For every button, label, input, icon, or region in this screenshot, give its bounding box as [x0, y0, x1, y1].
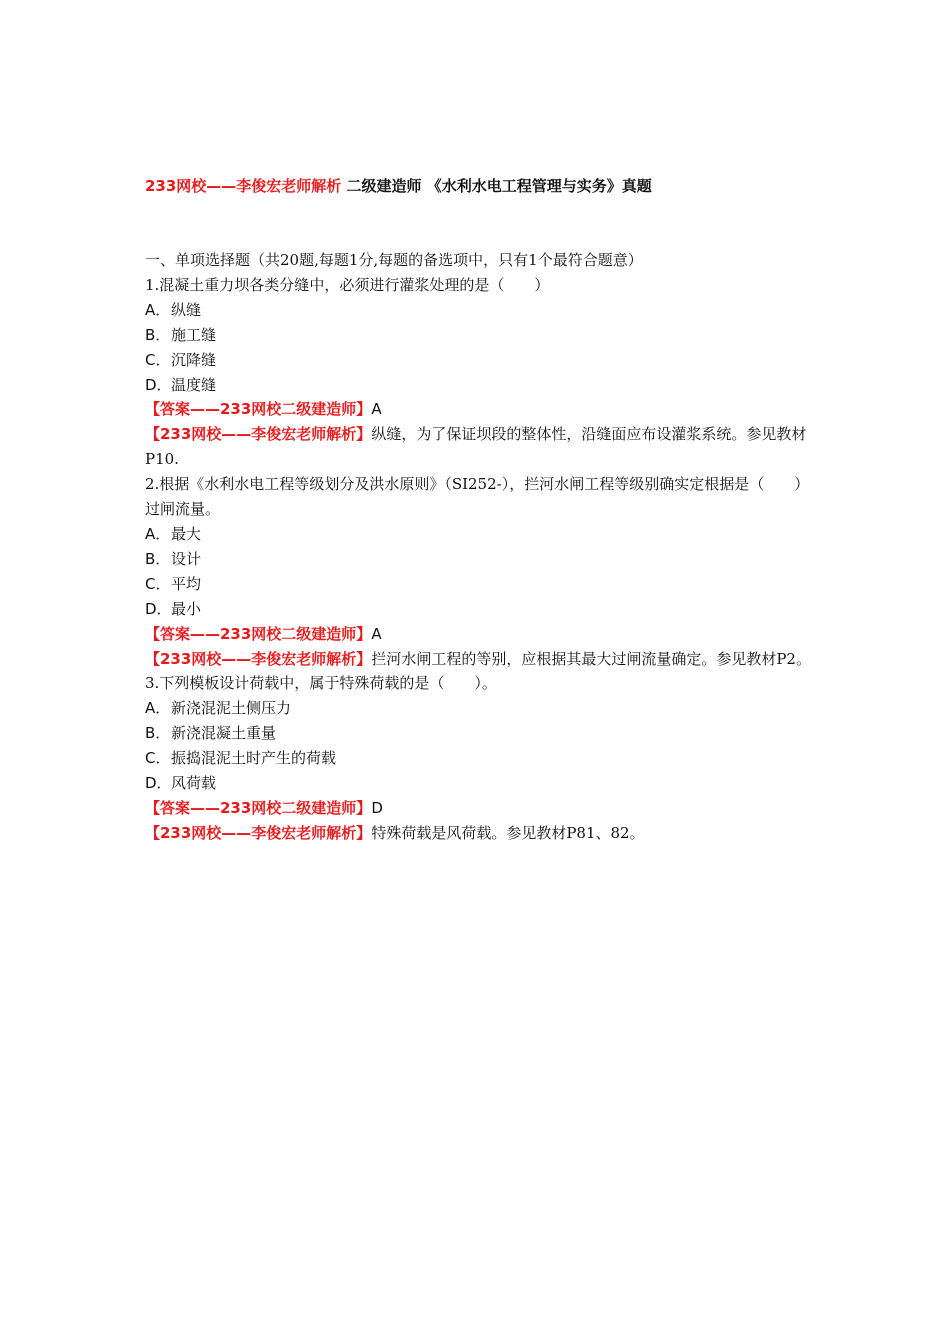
- option-c: [145, 572, 815, 597]
- option-b: [145, 323, 815, 348]
- option-letter: C．: [145, 350, 171, 369]
- analysis-text: 特殊荷载是风荷载。参见教材P81、82。: [371, 823, 645, 842]
- option-letter: D．: [145, 375, 172, 394]
- title-brand: 233网校——李俊宏老师解析: [145, 177, 342, 195]
- option-text: 施工缝: [171, 325, 217, 344]
- analysis-text: 拦河水闸工程的等别，应根据其最大过闸流量确定。参见教材P2。: [371, 649, 811, 668]
- option-letter: A．: [145, 524, 171, 543]
- option-b: [145, 547, 815, 572]
- option-text: 设计: [171, 549, 202, 568]
- option-letter: D．: [145, 599, 172, 618]
- answer-label: 【答案——233网校二级建造师】: [145, 400, 372, 419]
- option-a: [145, 522, 815, 547]
- option-text: 沉降缝: [171, 350, 217, 369]
- document-body: [145, 248, 815, 846]
- option-text: 振捣混泥土时产生的荷载: [171, 749, 337, 768]
- option-d: [145, 373, 815, 398]
- answer-value: A: [371, 624, 382, 643]
- option-text: 最小: [171, 599, 202, 618]
- option-text: 纵缝: [171, 300, 202, 319]
- option-a: [145, 298, 815, 323]
- analysis-line: [145, 422, 815, 472]
- answer-line: [145, 796, 815, 821]
- question-stem: 1.混凝土重力坝各类分缝中，必须进行灌浆处理的是（ ）: [145, 275, 550, 294]
- option-text: 新浇混泥土侧压力: [171, 699, 292, 718]
- option-text: 风荷载: [171, 774, 217, 793]
- option-letter: B．: [145, 549, 171, 568]
- option-d: [145, 597, 815, 622]
- option-text: 最大: [171, 524, 202, 543]
- option-text: 新浇混凝土重量: [171, 724, 277, 743]
- analysis-line: [145, 821, 815, 846]
- option-d: [145, 771, 815, 796]
- option-letter: A．: [145, 300, 171, 319]
- page-title: [145, 175, 845, 197]
- question-1: [145, 273, 815, 472]
- option-letter: C．: [145, 574, 171, 593]
- title-text: 二级建造师 《水利水电工程管理与实务》真题: [341, 177, 652, 195]
- option-letter: C．: [145, 749, 171, 768]
- option-letter: D．: [145, 774, 172, 793]
- answer-value: D: [371, 798, 383, 817]
- analysis-label: 【233网校——李俊宏老师解析】: [145, 425, 372, 444]
- question-stem: 3.下列模板设计荷载中，属于特殊荷载的是（ ）。: [145, 674, 497, 693]
- option-a: [145, 696, 815, 721]
- option-c: [145, 746, 815, 771]
- analysis-label: 【233网校——李俊宏老师解析】: [145, 649, 372, 668]
- answer-label: 【答案——233网校二级建造师】: [145, 798, 372, 817]
- analysis-line: [145, 647, 815, 672]
- answer-value: A: [371, 400, 382, 419]
- question-stem: 2.根据《水利水电工程等级划分及洪水原则》（SI252-），拦河水闸工程等级别确实定根据是（ ）过闸流量。: [145, 475, 810, 519]
- answer-line: [145, 622, 815, 647]
- section-heading: 一、单项选择题（共20题,每题1分,每题的备选项中，只有1个最符合题意）: [145, 251, 643, 269]
- option-c: [145, 348, 815, 373]
- option-text: 温度缝: [171, 375, 217, 394]
- option-letter: B．: [145, 325, 171, 344]
- answer-label: 【答案——233网校二级建造师】: [145, 624, 372, 643]
- answer-line: [145, 397, 815, 422]
- analysis-label: 【233网校——李俊宏老师解析】: [145, 823, 372, 842]
- option-letter: B．: [145, 724, 171, 743]
- option-b: [145, 721, 815, 746]
- option-letter: A．: [145, 699, 171, 718]
- option-text: 平均: [171, 574, 202, 593]
- analysis-text: 纵缝，为了保证坝段的整体性，沿缝面应布设灌浆系统。参见教材P10.: [145, 425, 807, 469]
- question-3: [145, 671, 815, 845]
- question-2: [145, 472, 815, 671]
